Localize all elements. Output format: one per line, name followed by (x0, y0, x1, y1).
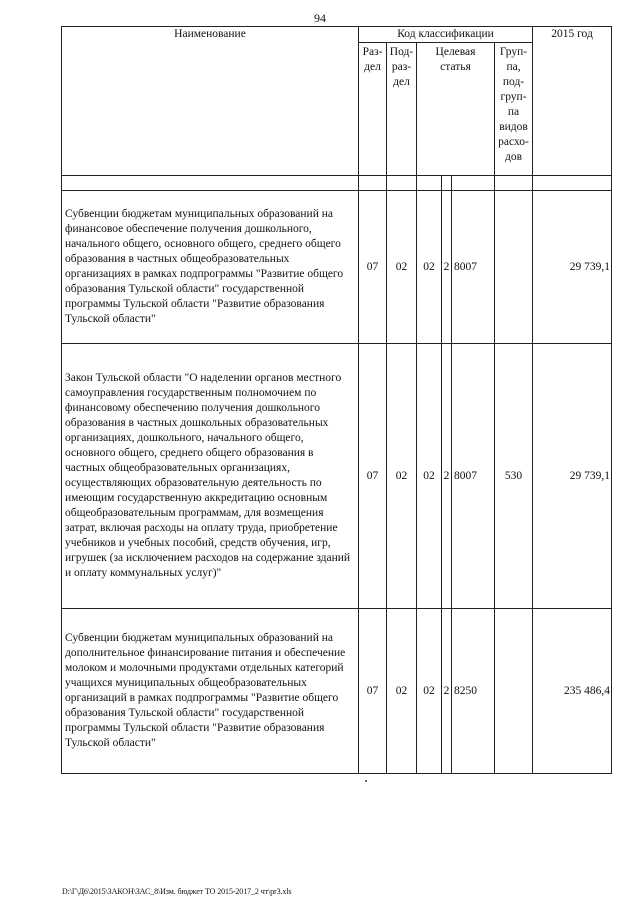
row-expense-group: 530 (495, 344, 533, 609)
row-ts-direction: 8007 (452, 191, 495, 344)
row-ts-program: 02 (417, 609, 442, 774)
header-target-article: Целевая статья (417, 43, 495, 176)
row-subsection: 02 (387, 609, 417, 774)
header-year: 2015 год (533, 27, 612, 176)
row-amount: 29 739,1 (533, 344, 612, 609)
row-expense-group (495, 191, 533, 344)
table-row (62, 609, 612, 774)
table-row (62, 191, 612, 344)
row-amount: 235 486,4 (533, 609, 612, 774)
row-expense-group (495, 609, 533, 774)
scan-speck (365, 780, 367, 782)
row-ts-subprogram: 2 (442, 609, 452, 774)
row-ts-direction: 8007 (452, 344, 495, 609)
spacer-row (62, 176, 612, 191)
footer-file-path: D:\Г\Д6\2015\ЗАКОН\ЗАС_8\Изм. бюджет ТО 2015-2017_2 чт\pr3.xls (62, 887, 292, 896)
header-subsection: Под- раз- дел (387, 43, 417, 176)
row-ts-program: 02 (417, 191, 442, 344)
row-name: Субвенции бюджетам муниципальных образований на финансовое обеспечение получения дошкольного, начального общего, основного общего, среднего общего образования в частных общеобразовательных организациях в рамках подпрограммы "Развитие общего образования Тульской области" государственной программы Тульской области "Развитие образования Тульской области" (62, 191, 359, 344)
row-subsection: 02 (387, 344, 417, 609)
row-subsection: 02 (387, 191, 417, 344)
row-name: Закон Тульской области "О наделении органов местного самоуправления государственным полномочием по финансовому обеспечению получения дошкольного образования в частных дошкольных образовательных организациях, дошкольного, начального общего, основного общего, среднего общего образования в частных общеобразовательных организациях, осуществляющих образовательную деятельность по имеющим государственную аккредитацию основным общеобразовательным программам, для возмещения затрат, включая расходы на оплату труда, приобретение учебников и учебных пособий, средств обучения, игр, игрушек (за исключением расходов на содержание зданий и оплату коммунальных услуг)" (62, 344, 359, 609)
row-section: 07 (359, 191, 387, 344)
page-number: 94 (314, 11, 326, 25)
row-ts-program: 02 (417, 344, 442, 609)
header-name: Наименование (62, 27, 359, 176)
table-row (62, 344, 612, 609)
row-section: 07 (359, 344, 387, 609)
budget-table (61, 26, 612, 774)
row-section: 07 (359, 609, 387, 774)
header-row-top (62, 27, 612, 43)
row-name: Субвенции бюджетам муниципальных образований на дополнительное финансирование питания и обеспечение молоком и молочными продуктами отдельных категорий учащихся муниципальных общеобразовательных организаций в рамках подпрограммы "Развитие общего образования Тульской области" государственной программы Тульской области "Развитие образования Тульской области" (62, 609, 359, 774)
header-section: Раз- дел (359, 43, 387, 176)
row-ts-direction: 8250 (452, 609, 495, 774)
header-code-group: Код классификации (359, 27, 533, 43)
row-amount: 29 739,1 (533, 191, 612, 344)
row-ts-subprogram: 2 (442, 191, 452, 344)
row-ts-subprogram: 2 (442, 344, 452, 609)
header-expense-group: Груп- па, под- груп- па видов расхо- дов (495, 43, 533, 176)
